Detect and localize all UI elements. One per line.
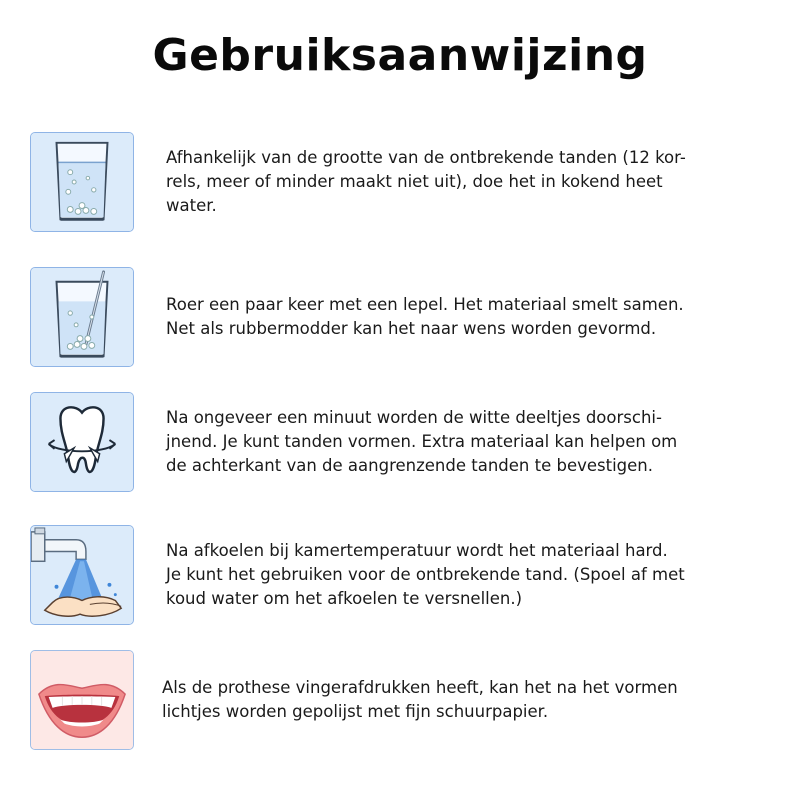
instruction-step-2	[30, 267, 790, 367]
tap-water-hands-icon	[30, 525, 134, 625]
step-2-text: Roer een paar keer met een lepel. Het materiaal smelt samen. Net als rubbermodder kan het naar wens worden gevormd.	[166, 295, 684, 338]
step-5-text: Als de prothese vingerafdrukken heeft, kan het na het vormen lichtjes worden gepolijst met fijn schuurpapier.	[162, 678, 678, 721]
instruction-step-5	[30, 650, 790, 750]
instruction-step-1	[30, 132, 790, 232]
step-4-text: Na afkoelen bij kamertemperatuur wordt het materiaal hard. Je kunt het gebruiken voor de ontbrekende tand. (Spoel af met koud water om het afkoelen te versnellen.)	[166, 541, 685, 608]
step-3-text: Na ongeveer een minuut worden de witte deeltjes doorschi- jnend. Je kunt tanden vormen. Extra materiaal kan helpen om de achterkant van de aangrenzende tanden te bevestigen.	[166, 408, 678, 475]
instruction-step-3	[30, 392, 790, 492]
tooth-icon	[30, 392, 134, 492]
page-title: Gebruiksaanwijzing	[152, 30, 648, 81]
instruction-step-4	[30, 525, 790, 625]
glass-of-water-with-granules-icon	[30, 132, 134, 232]
smiling-mouth-teeth-icon	[30, 650, 134, 750]
step-1-text: Afhankelijk van de grootte van de ontbrekende tanden (12 kor- rels, meer of minder maakt niet uit), doe het in kokend heet water.	[166, 148, 686, 215]
stirring-glass-with-spoon-icon	[30, 267, 134, 367]
